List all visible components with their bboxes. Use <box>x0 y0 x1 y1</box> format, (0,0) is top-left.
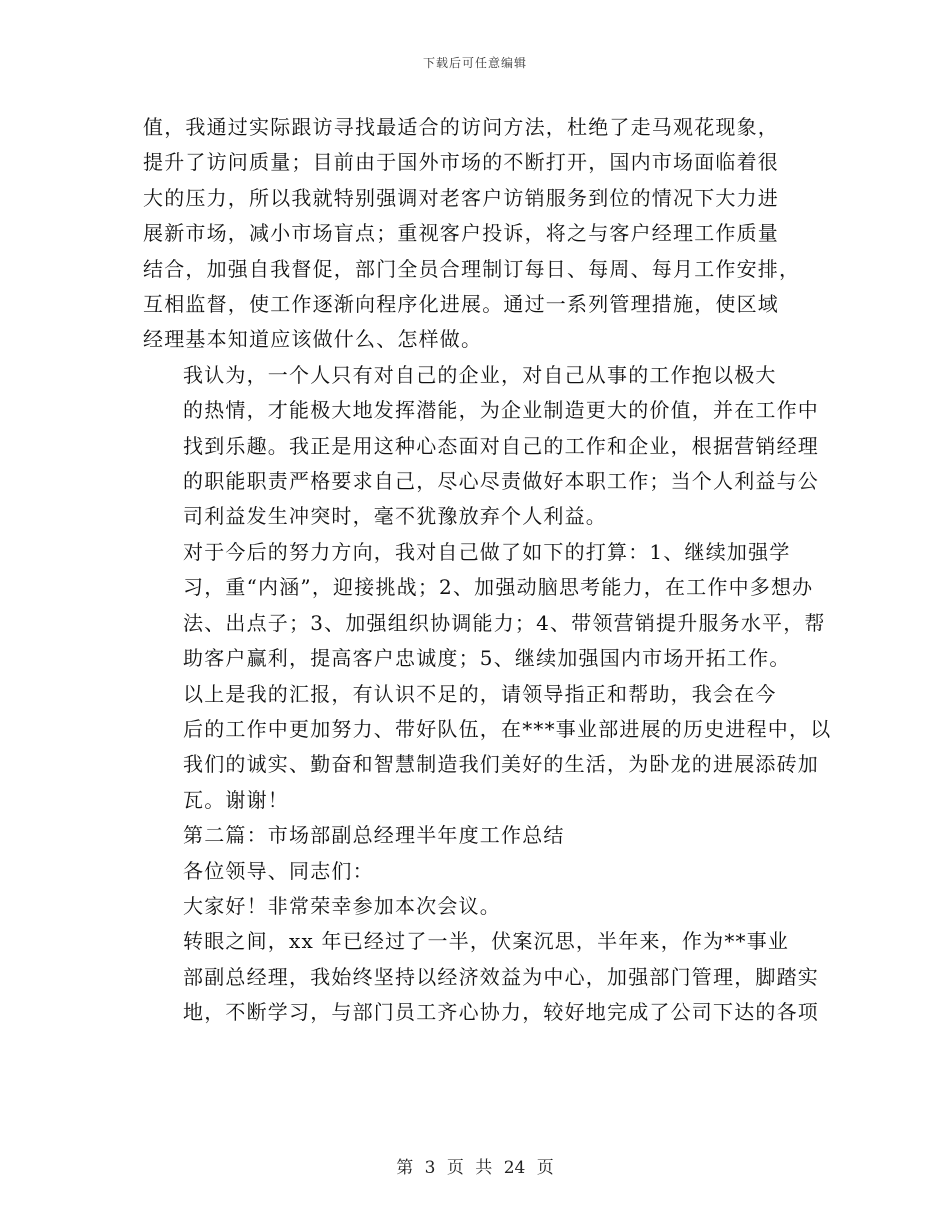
text-line: 我认为，一个人只有对自己的企业，对自己从事的工作抱以极大 <box>183 362 777 387</box>
text-line: 我们的诚实、勤奋和智慧制造我们美好的生活，为卧龙的进展添砖加 <box>183 752 819 777</box>
paragraph <box>143 854 803 889</box>
page-footer: 第 3 页 共 24 页 <box>396 1158 554 1178</box>
text-line: 结合，加强自我督促，部门全员合理制订每日、每周、每月工作安排， <box>143 256 801 281</box>
text-line: 提升了访问质量；目前由于国外市场的不断打开，国内市场面临着很 <box>143 150 779 175</box>
text-line: 展新市场，减小市场盲点；重视客户投诉，将之与客户经理工作质量 <box>143 221 779 246</box>
text-line: 转眼之间，xx 年已经过了一半，伏案沉思，半年来，作为**事业 <box>183 929 790 954</box>
text-line: 各位领导、同志们： <box>183 858 374 883</box>
paragraph <box>143 924 819 1030</box>
paragraph <box>143 677 832 819</box>
text-line: 地，不断学习，与部门员工齐心协力，较好地完成了公司下达的各项 <box>183 1000 819 1025</box>
paragraph <box>143 358 819 535</box>
text-line: 大家好！非常荣幸参加本次会议。 <box>183 893 501 918</box>
text-line: 值，我通过实际跟访寻找最适合的访问方法，杜绝了走马观花现象， <box>143 115 779 139</box>
text-line: 司利益发生冲突时，毫不犹豫放弃个人利益。 <box>183 504 607 529</box>
paragraph <box>143 110 803 358</box>
text-line: 瓦。谢谢！ <box>183 787 289 812</box>
text-line: 的职能职责严格要求自己，尽心尽责做好本职工作；当个人利益与公 <box>183 469 819 494</box>
page-header: 下载后可任意编辑 <box>422 56 527 70</box>
text-line: 部副总经理，我始终坚持以经济效益为中心，加强部门管理，脚踏实 <box>183 964 819 989</box>
text-line: 互相监督，使工作逐渐向程序化进展。通过一系列管理措施，使区域 <box>143 292 779 317</box>
text-line: 后的工作中更加努力、带好队伍，在***事业部进展的历史进程中，以 <box>183 716 832 741</box>
paragraph <box>143 818 803 853</box>
text-line: 的热情，才能极大地发挥潜能，为企业制造更大的价值，并在工作中 <box>183 398 819 423</box>
text-line: 法、出点子；3、加强组织协调能力；4、带领营销提升服务水平，帮 <box>183 610 826 635</box>
paragraph <box>143 889 803 924</box>
paragraph <box>143 535 826 677</box>
text-line: 经理基本知道应该做什么、怎样做。 <box>143 327 483 352</box>
text-line: 习，重“内涵”，迎接挑战；2、加强动脑思考能力，在工作中多想办 <box>183 575 814 600</box>
text-line: 助客户赢利，提高客户忠诚度；5、继续加强国内市场开拓工作。 <box>183 646 791 671</box>
document-body <box>143 110 832 1031</box>
text-line: 大的压力，所以我就特别强调对老客户访销服务到位的情况下大力进 <box>143 185 779 210</box>
text-line: 以上是我的汇报，有认识不足的，请领导指正和帮助，我会在今 <box>183 681 777 706</box>
text-line: 第二篇：市场部副总经理半年度工作总结 <box>183 823 565 848</box>
text-line: 找到乐趣。我正是用这种心态面对自己的工作和企业，根据营销经理 <box>183 433 819 458</box>
text-line: 对于今后的努力方向，我对自己做了如下的打算：1、继续加强学 <box>183 539 791 564</box>
